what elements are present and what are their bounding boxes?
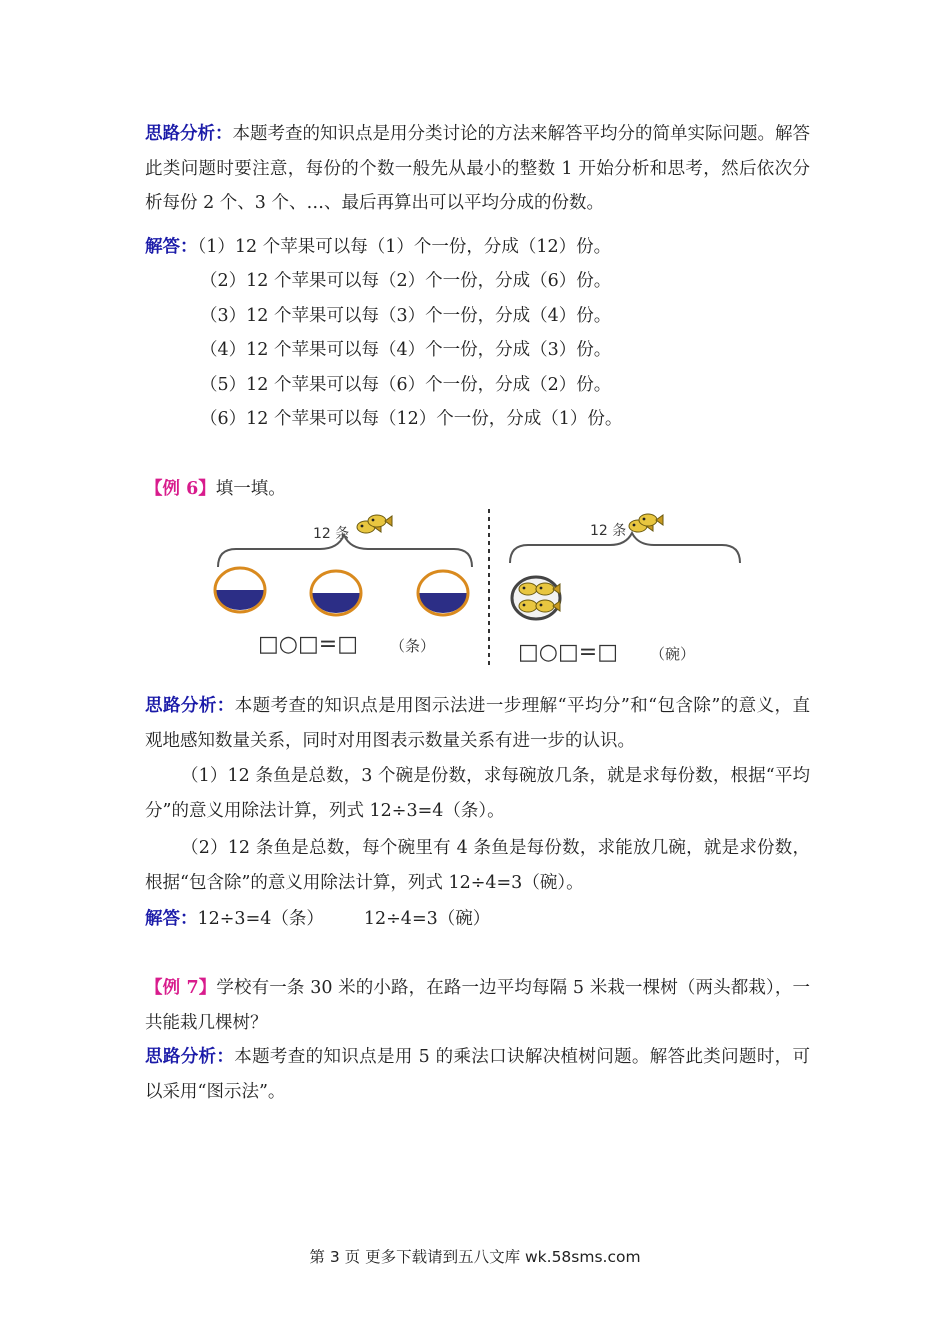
left-unit: （条） [390,637,436,655]
analysis-label: 思路分析： [145,696,235,716]
example7-text: 学校有一条 30 米的小路，在路一边平均每隔 5 米栽一棵树（两头都栽），一共能栽几棵树？ [145,978,810,1033]
example6-tag: 【例 6】 [145,479,216,499]
answer-label: 解答： [145,237,198,257]
analysis-paragraph-2 [145,689,810,758]
example6-title: 填一填。 [215,479,286,499]
answer-line-3: （3）12 个苹果可以每（3）个一份，分成（4）份。 [200,306,612,326]
example6-heading [145,472,286,507]
answer-value-2: 12÷4=3（碗） [363,909,491,929]
analysis-label: 思路分析： [145,124,233,144]
answer-line-2: （2）12 个苹果可以每（2）个一份，分成（6）份。 [200,271,612,291]
answer-text: （1）12 个苹果可以每（1）个一份，分成（12）份。 [197,237,612,257]
bowl-icon [418,571,468,615]
fish-icon [629,514,663,532]
left-equation: □○□=□ [258,632,358,657]
left-total-label: 12 条 [313,526,350,542]
page-footer: 第 3 页 更多下载请到五八文库 wk.58sms.com [309,1248,641,1266]
bowl-with-fish-icon [512,577,560,619]
bowl-icon [311,571,361,615]
answer-label: 解答： [145,909,198,929]
point-1: （1）12 条鱼是总数，3 个碗是份数，求每碗放几条，就是求每份数，根据“平均分”的意义用除法计算，列式 12÷3=4（条）。 [145,766,810,821]
point-2: （2）12 条鱼是总数，每个碗里有 4 条鱼是每份数，求能放几碗，就是求份数，根据“包含除”的意义用除法计算，列式 12÷4=3（碗）。 [145,838,810,893]
example6-answer [145,902,490,937]
right-unit: （碗） [650,645,696,663]
answer-line-1 [145,230,611,265]
example7-paragraph [145,971,810,1040]
fish-icon [357,515,392,533]
right-equation: □○□=□ [518,640,618,665]
answer-line-5: （5）12 个苹果可以每（6）个一份，分成（2）份。 [200,375,612,395]
right-total-label: 12 条 [590,523,627,539]
analysis-paragraph-1 [145,117,810,221]
example7-tag: 【例 7】 [145,978,217,998]
example6-figure [210,505,750,670]
analysis-paragraph-3 [145,1040,810,1109]
analysis-text: 本题考查的知识点是用 5 的乘法口诀解决植树问题。解答此类问题时，可以采用“图示法”。 [145,1047,811,1102]
analysis-text: 本题考查的知识点是用图示法进一步理解“平均分”和“包含除”的意义，直观地感知数量关系，同时对用图表示数量关系有进一步的认识。 [145,696,810,751]
answer-line-6: （6）12 个苹果可以每（12）个一份，分成（1）份。 [200,409,623,429]
answer-value-1: 12÷3=4（条） [197,909,324,929]
answer-line-4: （4）12 个苹果可以每（4）个一份，分成（3）份。 [200,340,612,360]
analysis-label: 思路分析： [145,1047,235,1067]
analysis-text: 本题考查的知识点是用分类讨论的方法来解答平均分的简单实际问题。解答此类问题时要注意，每份的个数一般先从最小的整数 1 开始分析和思考，然后依次分析每份 2 个、3 个、…、最后再算出可以平均分成的份数。 [145,124,810,213]
bowl-icon [215,568,265,612]
